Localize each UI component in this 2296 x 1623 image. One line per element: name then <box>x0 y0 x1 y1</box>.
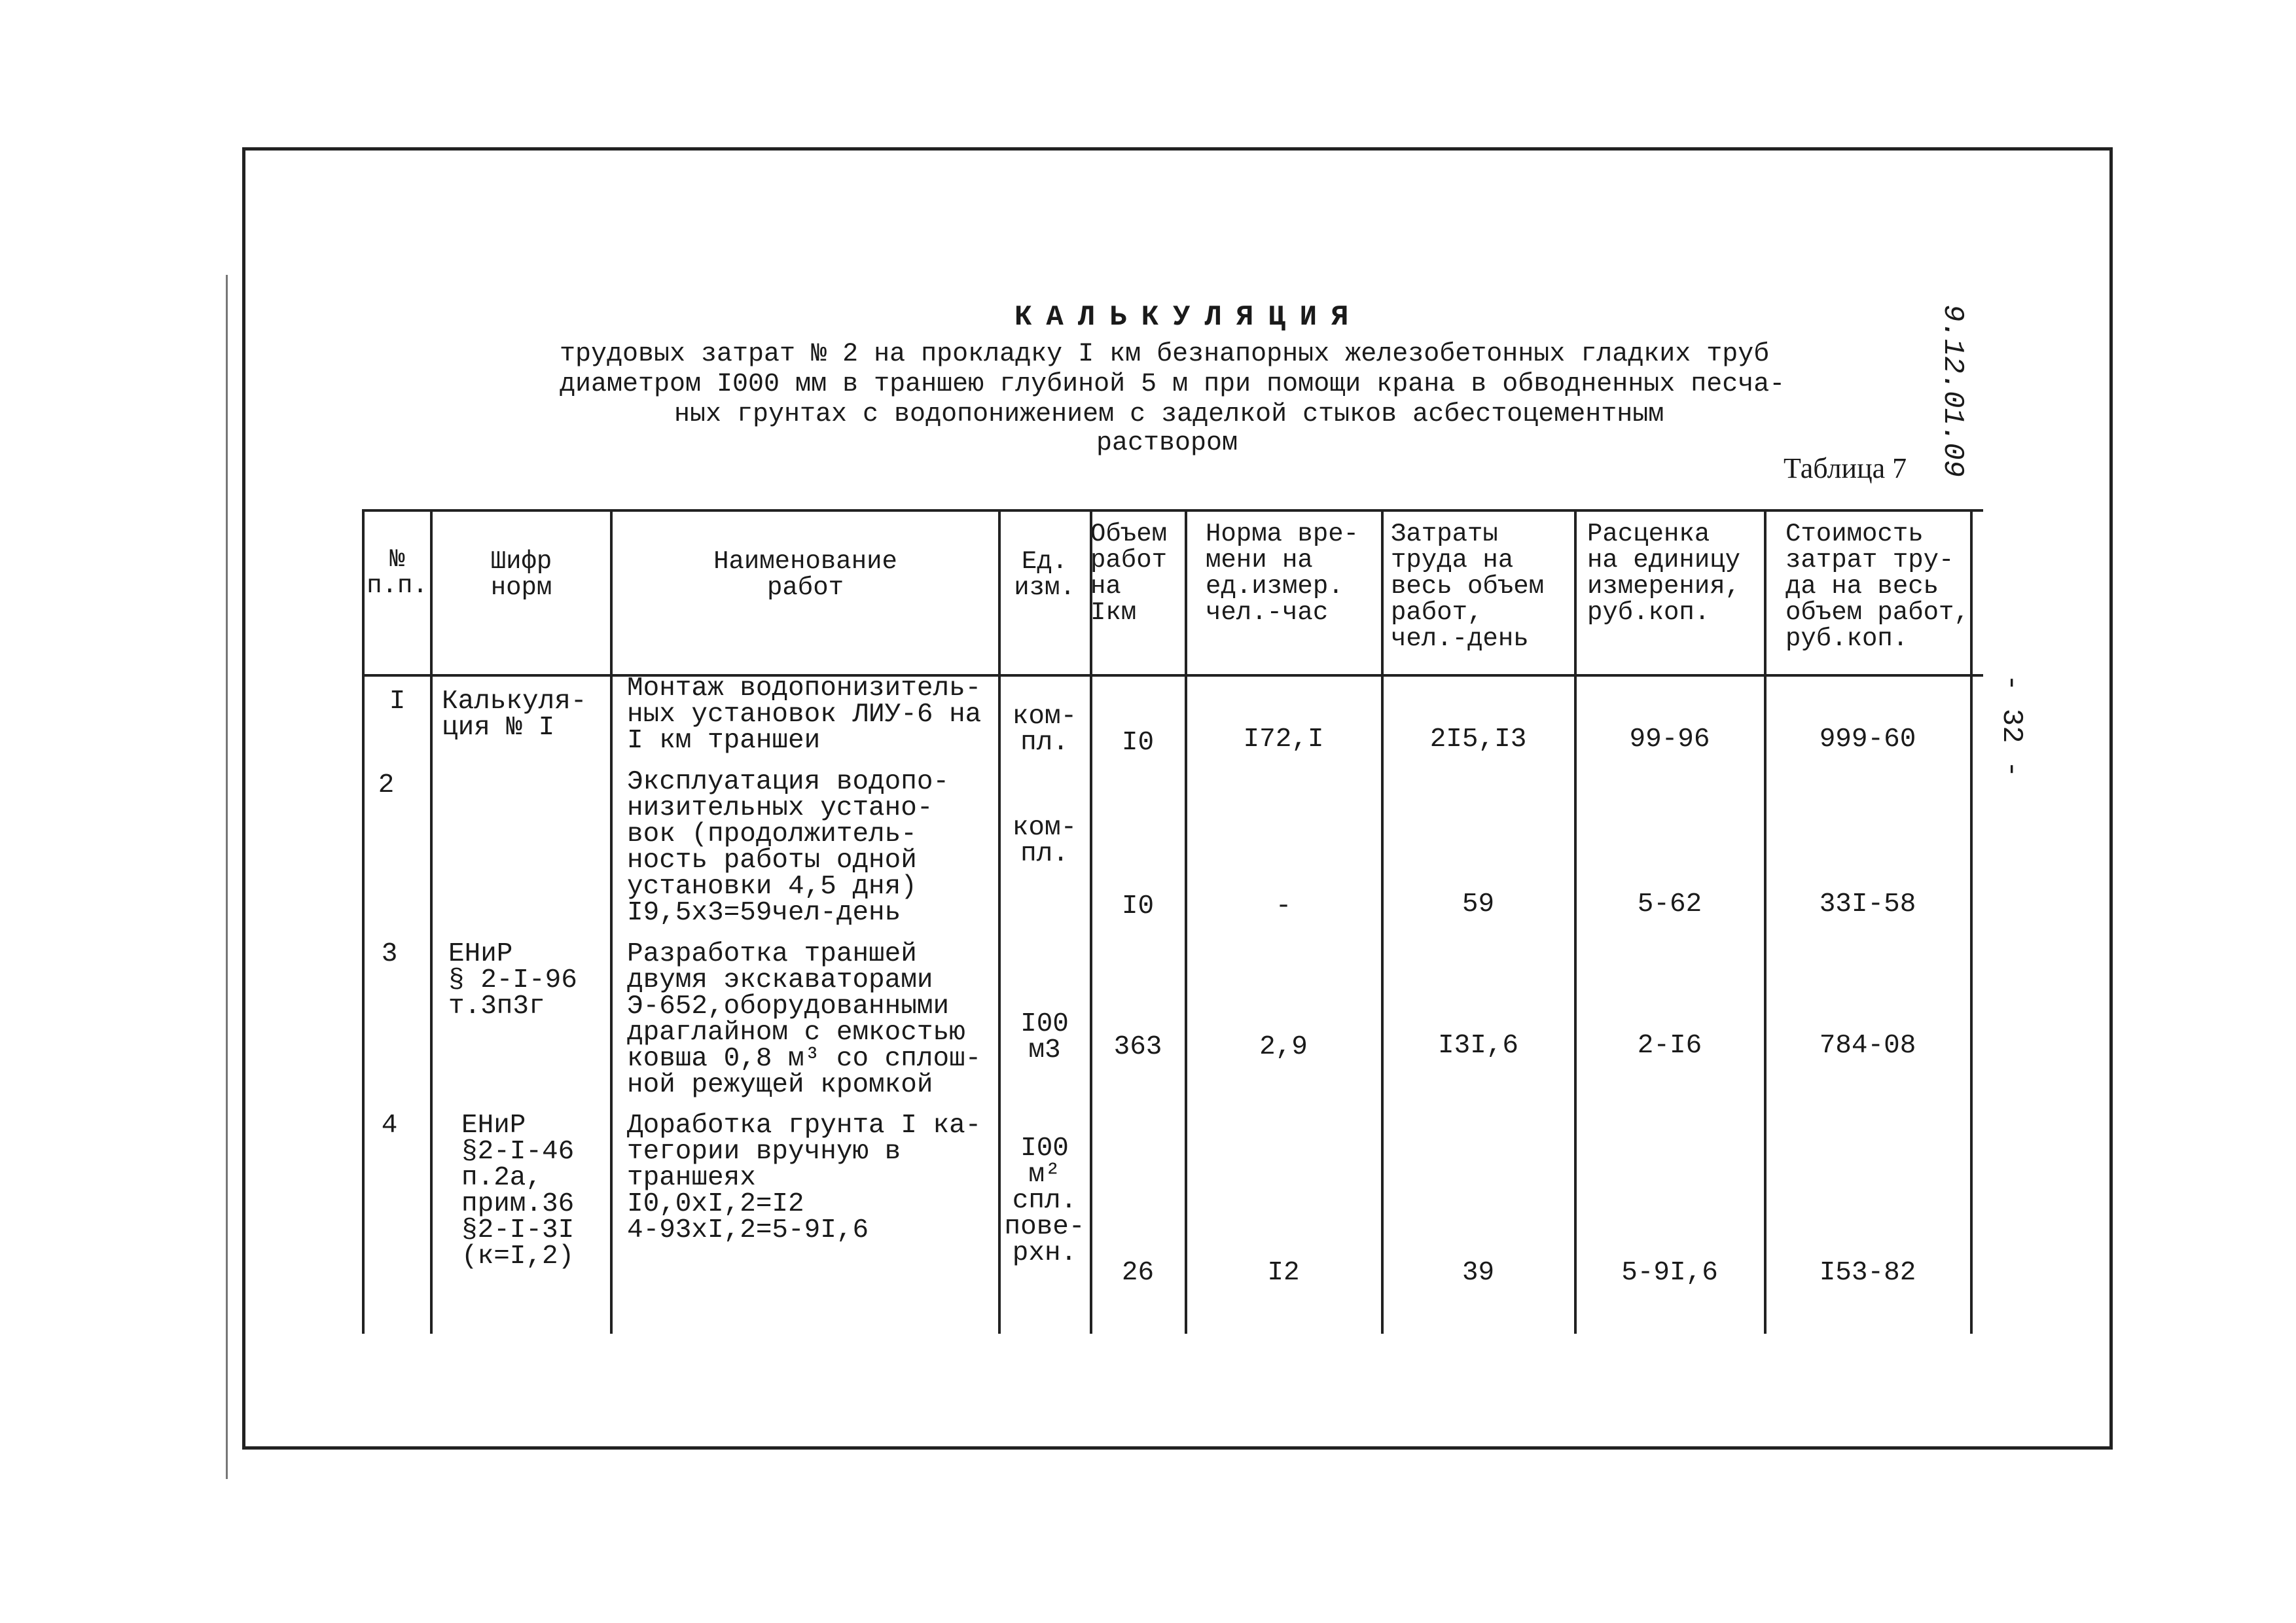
row4-num: 4 <box>381 1111 398 1141</box>
row4-norm: I2 <box>1267 1258 1300 1288</box>
col-border-5 <box>1185 509 1187 1334</box>
row3-norm: 2,9 <box>1259 1032 1308 1062</box>
col-border-0 <box>362 509 365 1334</box>
header-bottom-border <box>362 674 1983 677</box>
header-norm: Норма вре- мени на ед.измер. чел.-час <box>1206 520 1359 627</box>
row4-unit: I00 м² спл. пове- рхн. <box>1004 1133 1085 1268</box>
col-border-8 <box>1764 509 1767 1334</box>
subtitle-line-4: раствором <box>1096 429 1238 458</box>
row1-volume: I0 <box>1121 728 1155 758</box>
row1-name: Монтаж водопонизитель- ных установок ЛИУ-6 на I км траншеи <box>627 673 982 756</box>
row1-unit: ком- пл. <box>1012 702 1077 758</box>
row3-code: ЕНиР § 2-I-96 т.3п3г <box>448 939 577 1022</box>
row4-cost: I53-82 <box>1819 1258 1916 1288</box>
table-top-border <box>362 509 1983 512</box>
row3-cost: 784-08 <box>1819 1031 1916 1061</box>
row4-name: Доработка грунта I ка- тегории вручную в траншеях I0,0хI,2=I2 4-93хI,2=5-9I,6 <box>627 1111 982 1245</box>
header-rate: Расценка на единицу измерения, руб.коп. <box>1587 520 1741 627</box>
row1-cost: 999-60 <box>1819 724 1916 755</box>
header-name: Наименование работ <box>713 547 897 602</box>
header-cost: Стоимость затрат тру- да на весь объем работ, руб.коп. <box>1785 520 1969 653</box>
row2-volume: I0 <box>1121 891 1155 921</box>
subtitle-line-1: трудовых затрат № 2 на прокладку I км безнапорных железобетонных гладких труб <box>560 340 1770 369</box>
row4-code: ЕНиР §2-I-46 п.2а, прим.36 §2-I-3I (к=I,2) <box>461 1111 575 1272</box>
row4-volume: 26 <box>1121 1258 1155 1288</box>
col-border-2 <box>610 509 613 1334</box>
col-border-4 <box>1090 509 1092 1334</box>
side-code: 9.12.01.09 <box>1936 304 1969 478</box>
col-border-7 <box>1574 509 1577 1334</box>
subtitle-line-3: ных грунтах с водопонижением с заделкой стыков асбестоцементным <box>674 400 1664 429</box>
row2-name: Эксплуатация водопо- низительных устано- вок (продолжитель- ность работы одной установки 4,5 дня) I9,5х3=59чел-день <box>627 767 950 928</box>
header-num: № п.п. <box>367 545 428 600</box>
row2-norm: - <box>1275 891 1292 921</box>
row1-num: I <box>389 687 406 717</box>
row3-rate: 2-I6 <box>1637 1031 1702 1061</box>
row1-rate: 99-96 <box>1629 724 1710 755</box>
row3-num: 3 <box>381 939 398 969</box>
left-margin-line <box>226 275 228 1479</box>
row2-cost: 33I-58 <box>1819 889 1916 919</box>
row2-rate: 5-62 <box>1637 889 1702 919</box>
col-border-6 <box>1381 509 1384 1334</box>
row2-unit: ком- пл. <box>1012 813 1077 869</box>
header-volume: Объем работ на Iкм <box>1090 520 1168 627</box>
row1-norm: I72,I <box>1243 724 1324 755</box>
row3-labor: I3I,6 <box>1437 1031 1519 1061</box>
row2-num: 2 <box>378 770 395 800</box>
row3-unit: I00 м3 <box>1020 1009 1069 1065</box>
row3-name: Разработка траншей двумя экскаваторами Э-652,оборудованными драглайном с емкостью ковша 0,8 м³ со сплош- ной режущей кромкой <box>627 939 982 1100</box>
row2-labor: 59 <box>1462 889 1495 919</box>
header-code: Шифр норм <box>490 547 552 602</box>
page-number: - 32 - <box>1995 674 2028 778</box>
header-unit: Ед. изм. <box>1014 547 1075 602</box>
subtitle-line-2: диаметром I000 мм в траншею глубиной 5 м при помощи крана в обводненных песча- <box>560 370 1785 399</box>
row4-labor: 39 <box>1462 1258 1495 1288</box>
row1-code: Калькуля- ция № I <box>442 687 587 743</box>
document-title: КАЛЬКУЛЯЦИЯ <box>1014 301 1363 334</box>
row3-volume: 363 <box>1113 1032 1162 1062</box>
table-label: Таблица 7 <box>1784 452 1907 484</box>
header-labor: Затраты труда на весь объем работ, чел.-день <box>1391 520 1545 653</box>
row1-labor: 2I5,I3 <box>1429 724 1527 755</box>
row4-rate: 5-9I,6 <box>1621 1258 1718 1288</box>
col-border-1 <box>430 509 433 1334</box>
